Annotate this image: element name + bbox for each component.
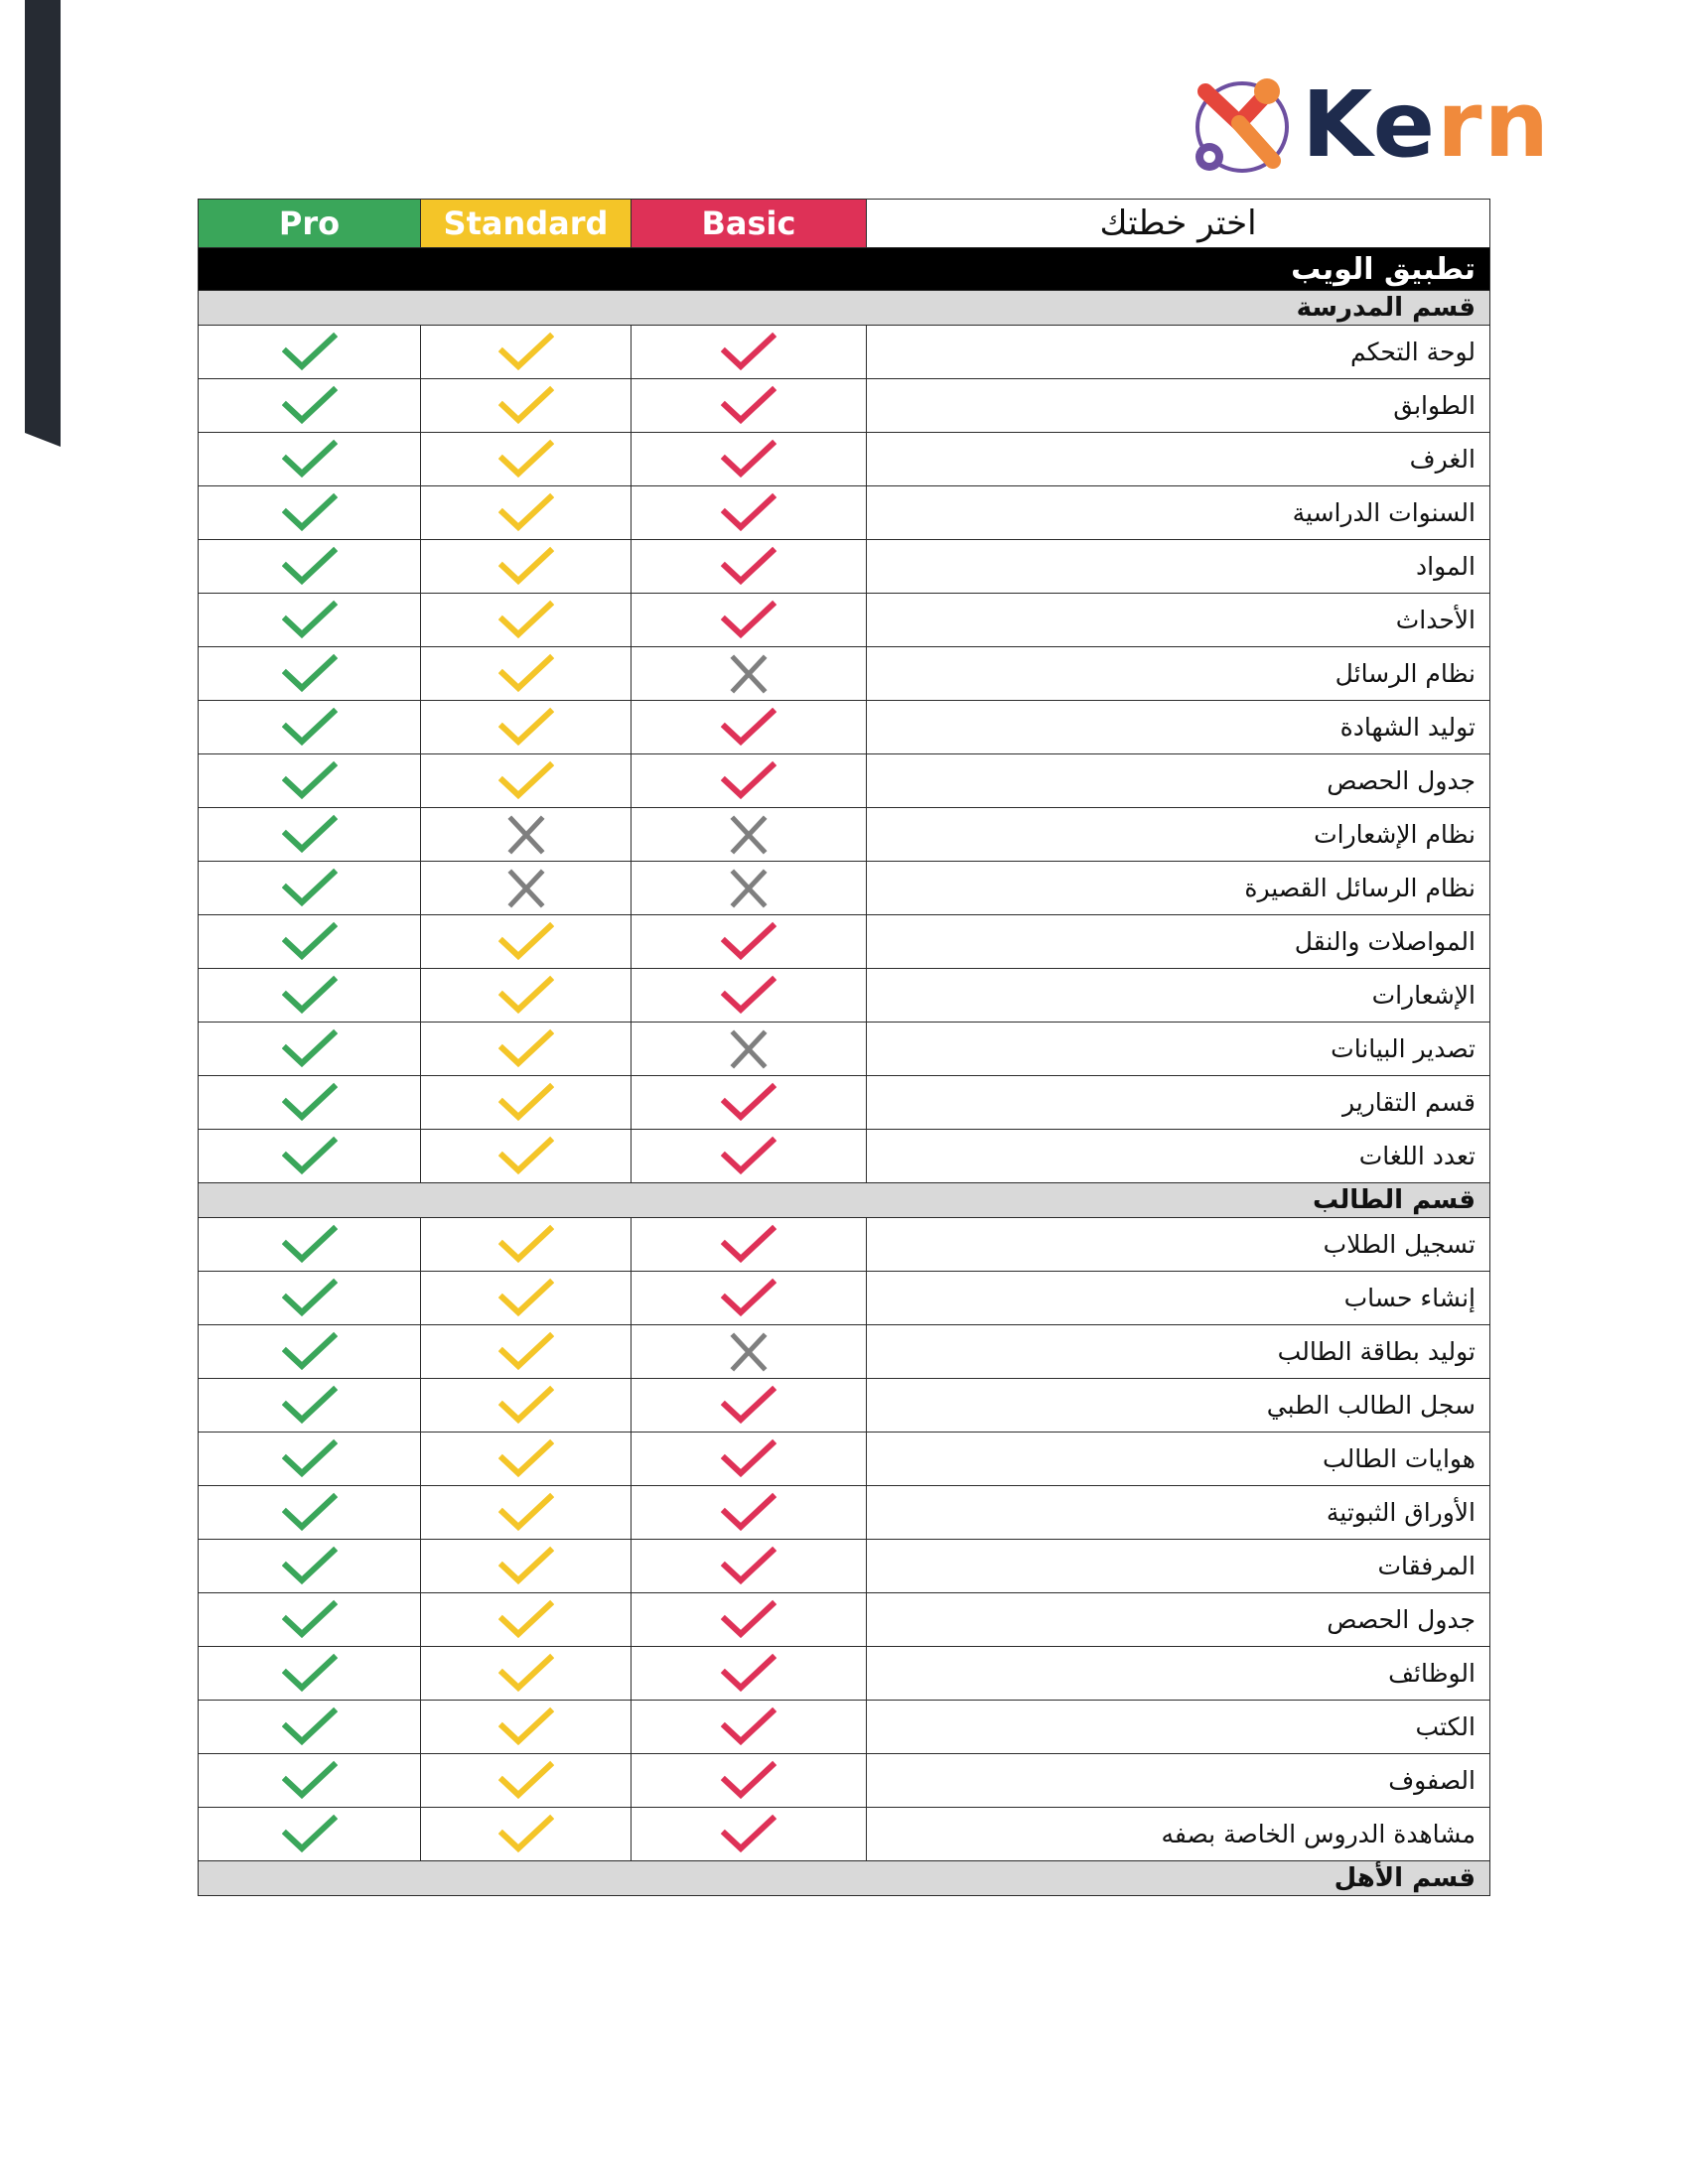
feature-standard-cell [421,1218,632,1272]
feature-pro-cell [199,862,421,915]
feature-basic-cell [632,379,867,433]
feature-row [199,1701,1490,1754]
cross-icon [721,868,776,909]
kern-logo-icon [1188,71,1292,179]
feature-standard-cell [421,486,632,540]
feature-name: المرفقات [867,1540,1490,1593]
check-icon [282,814,338,856]
feature-row [199,808,1490,862]
feature-name: الكتب [867,1701,1490,1754]
plan-pro-header: Pro [199,200,421,248]
feature-row [199,433,1490,486]
feature-name: تعدد اللغات [867,1130,1490,1183]
feature-standard-cell [421,1540,632,1593]
check-icon [721,1438,776,1480]
feature-basic-cell [632,1593,867,1647]
check-icon [282,760,338,802]
feature-basic-cell [632,1076,867,1130]
feature-standard-cell [421,433,632,486]
feature-basic-cell [632,1486,867,1540]
feature-basic-cell [632,594,867,647]
check-icon [721,760,776,802]
feature-standard-cell [421,1130,632,1183]
feature-pro-cell [199,754,421,808]
check-icon [721,1492,776,1534]
check-icon [282,1278,338,1319]
check-icon [282,1706,338,1748]
cross-icon [721,653,776,695]
check-icon [498,707,554,749]
plan-comparison-table [198,199,1489,1896]
feature-name: الصفوف [867,1754,1490,1808]
check-icon [498,1082,554,1124]
feature-standard-cell [421,326,632,379]
check-icon [721,492,776,534]
feature-basic-cell [632,1325,867,1379]
check-icon [498,921,554,963]
check-icon [721,1814,776,1855]
cross-icon [721,1028,776,1070]
feature-pro-cell [199,1272,421,1325]
feature-basic-cell [632,486,867,540]
feature-standard-cell [421,1023,632,1076]
feature-basic-cell [632,754,867,808]
feature-row [199,1325,1490,1379]
check-icon [498,1546,554,1587]
section-header-row [199,1183,1490,1218]
app-section-title: تطبيق الويب [199,248,1490,291]
feature-row [199,1272,1490,1325]
feature-name: تصدير البيانات [867,1023,1490,1076]
feature-basic-cell [632,1647,867,1701]
feature-standard-cell [421,1808,632,1861]
feature-basic-cell [632,1540,867,1593]
check-icon [498,1028,554,1070]
check-icon [282,1136,338,1177]
check-icon [721,600,776,641]
feature-basic-cell [632,1130,867,1183]
feature-pro-cell [199,1218,421,1272]
feature-basic-cell [632,701,867,754]
check-icon [282,975,338,1017]
check-icon [721,975,776,1017]
check-icon [721,921,776,963]
section-title: قسم الطالب [199,1183,1490,1218]
check-icon [721,1599,776,1641]
feature-row [199,862,1490,915]
check-icon [498,1653,554,1695]
check-icon [498,1706,554,1748]
feature-name: المواد [867,540,1490,594]
check-icon [282,1599,338,1641]
check-icon [721,1278,776,1319]
cross-icon [498,868,554,909]
feature-basic-cell [632,915,867,969]
check-icon [498,1224,554,1266]
feature-pro-cell [199,1647,421,1701]
feature-standard-cell [421,1272,632,1325]
feature-row [199,1647,1490,1701]
feature-pro-cell [199,1808,421,1861]
feature-row [199,1218,1490,1272]
feature-row [199,1808,1490,1861]
feature-name: الغرف [867,433,1490,486]
feature-name: الوظائف [867,1647,1490,1701]
section-header-row [199,291,1490,326]
check-icon [498,332,554,373]
check-icon [498,1760,554,1802]
plan-basic-header: Basic [632,200,867,248]
feature-pro-cell [199,1754,421,1808]
feature-row [199,1540,1490,1593]
check-icon [498,653,554,695]
check-icon [282,439,338,480]
check-icon [282,1224,338,1266]
feature-row [199,701,1490,754]
feature-standard-cell [421,1593,632,1647]
check-icon [498,492,554,534]
feature-pro-cell [199,915,421,969]
plan-standard-header: Standard [421,200,632,248]
feature-standard-cell [421,1379,632,1433]
feature-standard-cell [421,1076,632,1130]
check-icon [282,492,338,534]
feature-standard-cell [421,1754,632,1808]
feature-basic-cell [632,1272,867,1325]
feature-name: لوحة التحكم [867,326,1490,379]
feature-basic-cell [632,1754,867,1808]
feature-name: هوايات الطالب [867,1433,1490,1486]
feature-row [199,647,1490,701]
feature-basic-cell [632,1808,867,1861]
feature-standard-cell [421,862,632,915]
check-icon [721,1706,776,1748]
feature-row [199,1379,1490,1433]
feature-row [199,969,1490,1023]
check-icon [282,1028,338,1070]
feature-name: نظام الإشعارات [867,808,1490,862]
feature-row [199,915,1490,969]
feature-basic-cell [632,1379,867,1433]
feature-basic-cell [632,862,867,915]
feature-row [199,1433,1490,1486]
feature-basic-cell [632,969,867,1023]
check-icon [282,707,338,749]
feature-name: نظام الرسائل القصيرة [867,862,1490,915]
feature-name: جدول الحصص [867,1593,1490,1647]
feature-row [199,1593,1490,1647]
feature-pro-cell [199,1023,421,1076]
check-icon [721,1082,776,1124]
plans-header-row [199,200,1490,248]
feature-basic-cell [632,1701,867,1754]
feature-standard-cell [421,1486,632,1540]
feature-row [199,326,1490,379]
feature-name: توليد بطاقة الطالب [867,1325,1490,1379]
check-icon [498,975,554,1017]
feature-pro-cell [199,1325,421,1379]
feature-pro-cell [199,326,421,379]
feature-name: تسجيل الطلاب [867,1218,1490,1272]
check-icon [282,546,338,588]
check-icon [498,439,554,480]
feature-row [199,1486,1490,1540]
feature-row [199,1076,1490,1130]
feature-standard-cell [421,808,632,862]
feature-standard-cell [421,915,632,969]
check-icon [498,1331,554,1373]
check-icon [498,1136,554,1177]
check-icon [498,1385,554,1427]
feature-row [199,1130,1490,1183]
feature-name: إنشاء حساب [867,1272,1490,1325]
feature-row [199,1754,1490,1808]
check-icon [498,546,554,588]
check-icon [721,1546,776,1587]
check-icon [498,1814,554,1855]
check-icon [282,1438,338,1480]
feature-row [199,754,1490,808]
check-icon [282,868,338,909]
feature-pro-cell [199,540,421,594]
feature-standard-cell [421,594,632,647]
feature-pro-cell [199,379,421,433]
feature-name: نظام الرسائل [867,647,1490,701]
section-title: قسم المدرسة [199,291,1490,326]
check-icon [721,1224,776,1266]
feature-pro-cell [199,1379,421,1433]
check-icon [282,385,338,427]
feature-row [199,1023,1490,1076]
feature-pro-cell [199,1433,421,1486]
check-icon [721,439,776,480]
feature-row [199,486,1490,540]
feature-standard-cell [421,1433,632,1486]
feature-row [199,540,1490,594]
feature-pro-cell [199,1701,421,1754]
brand-logo [1188,71,1551,179]
feature-standard-cell [421,540,632,594]
feature-name: الأوراق الثبوتية [867,1486,1490,1540]
check-icon [721,1385,776,1427]
check-icon [282,600,338,641]
check-icon [721,385,776,427]
feature-basic-cell [632,433,867,486]
feature-standard-cell [421,1647,632,1701]
feature-standard-cell [421,647,632,701]
check-icon [498,760,554,802]
feature-pro-cell [199,969,421,1023]
check-icon [498,1599,554,1641]
feature-row [199,379,1490,433]
check-icon [721,332,776,373]
feature-name: سجل الطالب الطبي [867,1379,1490,1433]
feature-standard-cell [421,1325,632,1379]
check-icon [282,1653,338,1695]
check-icon [498,1438,554,1480]
feature-name: المواصلات والنقل [867,915,1490,969]
feature-standard-cell [421,969,632,1023]
feature-pro-cell [199,1130,421,1183]
feature-name: قسم التقارير [867,1076,1490,1130]
feature-basic-cell [632,326,867,379]
check-icon [282,332,338,373]
feature-standard-cell [421,701,632,754]
check-icon [498,600,554,641]
feature-basic-cell [632,1218,867,1272]
check-icon [498,1492,554,1534]
check-icon [498,385,554,427]
feature-name: السنوات الدراسية [867,486,1490,540]
feature-standard-cell [421,754,632,808]
check-icon [721,1136,776,1177]
feature-standard-cell [421,1701,632,1754]
check-icon [282,1546,338,1587]
check-icon [282,653,338,695]
feature-pro-cell [199,1076,421,1130]
feature-pro-cell [199,1593,421,1647]
feature-pro-cell [199,647,421,701]
feature-pro-cell [199,486,421,540]
check-icon [282,1082,338,1124]
check-icon [498,1278,554,1319]
check-icon [721,1760,776,1802]
check-icon [282,1331,338,1373]
feature-pro-cell [199,1540,421,1593]
section-title: قسم الأهل [199,1861,1490,1896]
app-section-row [199,248,1490,291]
brand-name: Kern [1302,71,1551,178]
feature-pro-cell [199,1486,421,1540]
feature-basic-cell [632,1433,867,1486]
feature-pro-cell [199,433,421,486]
check-icon [282,921,338,963]
feature-pro-cell [199,701,421,754]
feature-name: جدول الحصص [867,754,1490,808]
cross-icon [721,1331,776,1373]
cross-icon [498,814,554,856]
page-edge-bar [25,0,61,447]
check-icon [282,1492,338,1534]
feature-pro-cell [199,808,421,862]
check-icon [282,1760,338,1802]
check-icon [721,1653,776,1695]
feature-row [199,594,1490,647]
feature-standard-cell [421,379,632,433]
feature-name: الطوابق [867,379,1490,433]
check-icon [282,1814,338,1855]
feature-basic-cell [632,1023,867,1076]
check-icon [282,1385,338,1427]
check-icon [721,546,776,588]
check-icon [721,707,776,749]
feature-name: مشاهدة الدروس الخاصة بصفه [867,1808,1490,1861]
feature-name: الإشعارات [867,969,1490,1023]
section-header-row [199,1861,1490,1896]
feature-basic-cell [632,540,867,594]
feature-name: توليد الشهادة [867,701,1490,754]
feature-pro-cell [199,594,421,647]
cross-icon [721,814,776,856]
feature-basic-cell [632,808,867,862]
choose-plan-title: اختر خطتك [867,200,1490,248]
feature-basic-cell [632,647,867,701]
feature-name: الأحداث [867,594,1490,647]
